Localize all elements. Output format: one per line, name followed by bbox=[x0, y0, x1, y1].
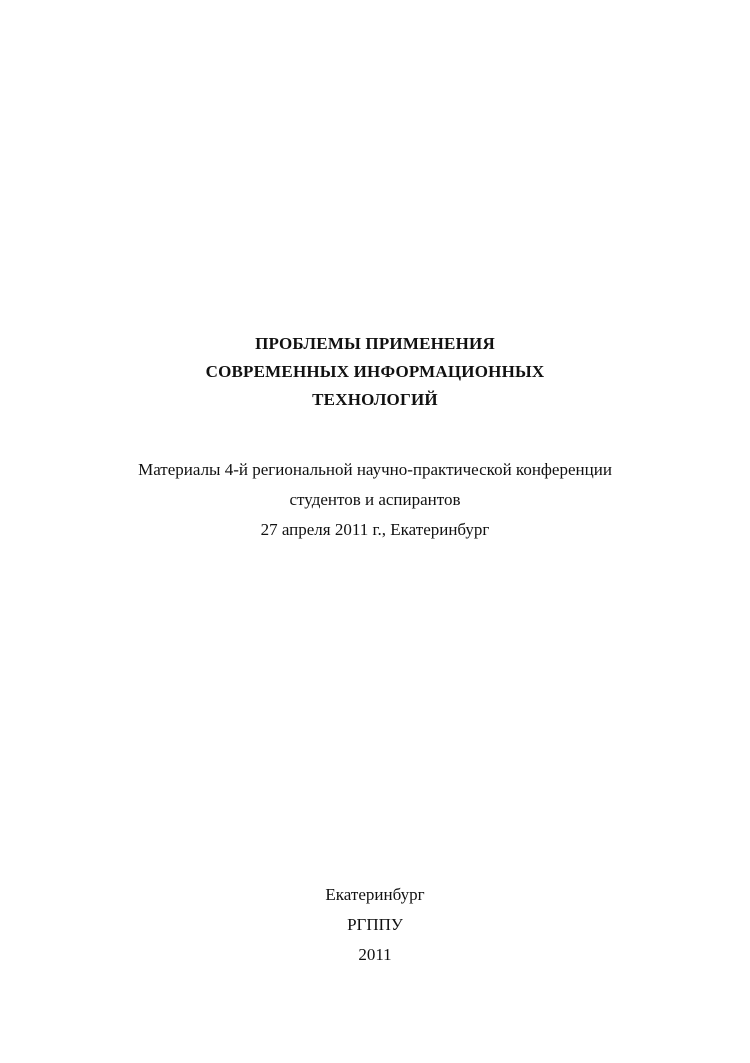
imprint-year: 2011 bbox=[358, 945, 392, 964]
imprint bbox=[0, 880, 750, 970]
title-line-3: ТЕХНОЛОГИЙ bbox=[312, 390, 438, 409]
imprint-city: Екатеринбург bbox=[325, 885, 425, 904]
title-line-2: СОВРЕМЕННЫХ ИНФОРМАЦИОННЫХ bbox=[205, 362, 545, 381]
subtitle-line-2: студентов и аспирантов bbox=[289, 490, 461, 509]
title-line-1: ПРОБЛЕМЫ ПРИМЕНЕНИЯ bbox=[255, 334, 495, 353]
imprint-publisher: РГППУ bbox=[347, 915, 403, 934]
subtitle-line-3: 27 апреля 2011 г., Екатеринбург bbox=[260, 520, 490, 539]
document-subtitle bbox=[0, 455, 750, 545]
subtitle-line-1: Материалы 4-й региональной научно-практической конференции bbox=[138, 460, 612, 479]
document-title bbox=[0, 330, 750, 414]
